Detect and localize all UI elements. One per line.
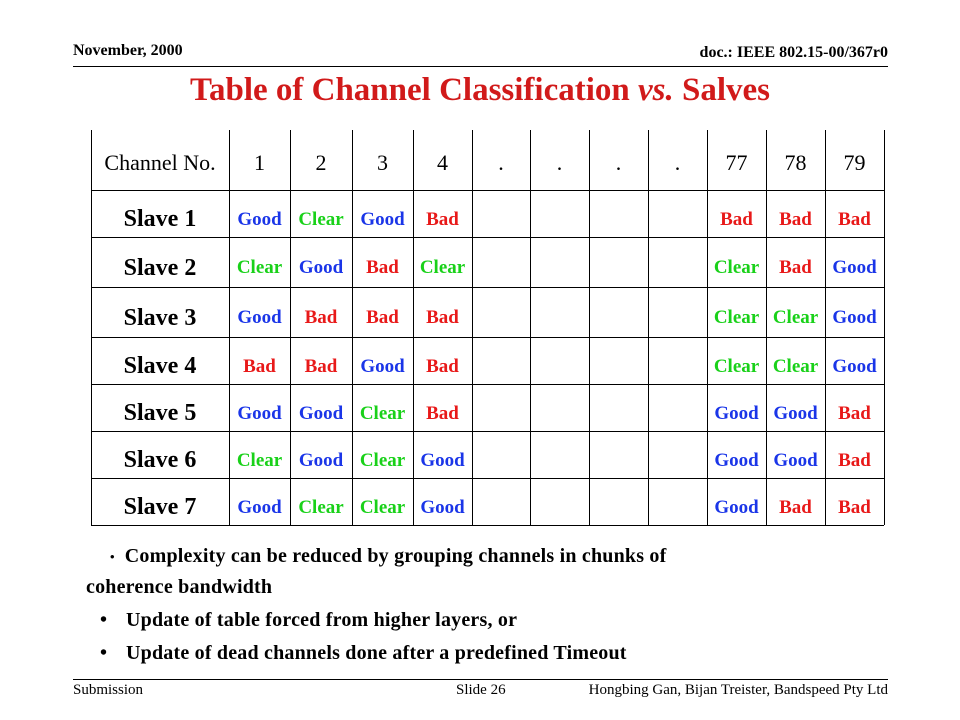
table-cell bbox=[648, 392, 707, 435]
table-cell: Clear bbox=[359, 449, 406, 471]
table-cell bbox=[589, 345, 648, 388]
table-header-cell: 77 bbox=[725, 150, 748, 175]
footer-rule bbox=[73, 679, 888, 680]
table-cell: Bad bbox=[304, 307, 338, 328]
table-cell: Good bbox=[420, 449, 465, 471]
table-cell bbox=[472, 486, 530, 529]
table-cell bbox=[530, 486, 589, 529]
table-header-cell: 79 bbox=[843, 150, 866, 175]
table-row-label: Slave 6 bbox=[123, 447, 197, 473]
table-cell: Good bbox=[832, 307, 877, 328]
table-cell: Clear bbox=[236, 449, 283, 471]
bullet-dot-icon: • bbox=[110, 549, 115, 565]
header-date: November, 2000 bbox=[73, 42, 183, 59]
table-cell: Good bbox=[714, 496, 759, 518]
table-cell: Bad bbox=[779, 257, 812, 278]
table-cell bbox=[530, 198, 589, 241]
table-cell bbox=[472, 245, 530, 291]
footer-submission: Submission bbox=[73, 682, 144, 698]
table-cell bbox=[530, 295, 589, 341]
table-cell: Bad bbox=[426, 208, 459, 230]
table-cell: Clear bbox=[359, 496, 406, 518]
table-cell: Bad bbox=[779, 208, 812, 230]
table-cell: Bad bbox=[426, 355, 459, 377]
table-cell: Bad bbox=[838, 449, 871, 471]
table-cell: Clear bbox=[772, 355, 819, 377]
table-cell bbox=[648, 439, 707, 482]
table-cell bbox=[648, 345, 707, 388]
bullet-dot-icon: • bbox=[100, 609, 108, 631]
table-cell: Bad bbox=[779, 496, 812, 518]
table-cell bbox=[589, 392, 648, 435]
bullet-1-text: Complexity can be reduced by grouping channels in chunks of bbox=[124, 545, 667, 567]
table-cell bbox=[472, 198, 530, 241]
table-cell bbox=[648, 295, 707, 341]
table-cell bbox=[530, 245, 589, 291]
table-cell bbox=[589, 486, 648, 529]
table-cell: Good bbox=[298, 402, 344, 424]
table-cell: Bad bbox=[243, 355, 276, 377]
table-cell bbox=[648, 198, 707, 241]
table-cell bbox=[472, 392, 530, 435]
table-cell: Bad bbox=[838, 208, 871, 230]
table-cell bbox=[589, 245, 648, 291]
table-cell: Clear bbox=[713, 355, 760, 377]
footer-slide-number: Slide 26 bbox=[456, 682, 506, 698]
table-cell bbox=[530, 392, 589, 435]
bullet-3-text: Update of dead channels done after a predefined Timeout bbox=[126, 642, 627, 664]
table-cell: Good bbox=[832, 355, 877, 377]
table-header-cell: 1 bbox=[254, 150, 265, 175]
table-cell: Good bbox=[237, 402, 282, 424]
bullet-dot-icon: • bbox=[100, 642, 108, 664]
table-row-label: Slave 2 bbox=[123, 254, 197, 281]
table-cell: Good bbox=[237, 496, 282, 518]
table-cell: Good bbox=[298, 449, 344, 471]
table-row-label: Slave 7 bbox=[123, 494, 197, 520]
table-header-cell: 78 bbox=[784, 150, 807, 175]
table-header-cell: 3 bbox=[377, 150, 388, 175]
table-cell: Bad bbox=[366, 307, 399, 328]
table-row-label: Slave 5 bbox=[123, 400, 197, 426]
bullet-1 bbox=[100, 545, 666, 568]
table-cell bbox=[589, 439, 648, 482]
table-cell bbox=[472, 439, 530, 482]
table-cell: Good bbox=[360, 208, 405, 230]
table-cell bbox=[530, 345, 589, 388]
table-cell: Good bbox=[832, 257, 877, 278]
table-cell bbox=[472, 345, 530, 388]
table-header-cell: . bbox=[674, 150, 681, 175]
table-cell: Good bbox=[714, 402, 759, 424]
table-row-label: Slave 1 bbox=[123, 206, 197, 232]
table-cell bbox=[589, 198, 648, 241]
table-row-label: Slave 4 bbox=[123, 353, 197, 379]
table-cell: Clear bbox=[713, 257, 760, 278]
bullet-3 bbox=[100, 642, 627, 665]
table-cell: Clear bbox=[772, 307, 819, 328]
table-header-cell: . bbox=[615, 150, 622, 175]
bullet-2-text: Update of table forced from higher layers, or bbox=[126, 609, 518, 631]
table-cell: Bad bbox=[720, 208, 753, 230]
table-cell: Good bbox=[360, 355, 405, 377]
table-header-label: Channel No. bbox=[104, 150, 216, 175]
table-cell: Bad bbox=[304, 355, 338, 377]
title-tail: Salves bbox=[682, 72, 771, 108]
table-column-line bbox=[884, 130, 885, 525]
table-cell: Good bbox=[420, 496, 465, 518]
table-cell: Good bbox=[714, 449, 759, 471]
table-header-cell: 4 bbox=[437, 150, 448, 175]
table-cell: Clear bbox=[298, 208, 344, 230]
bullet-2 bbox=[100, 609, 517, 632]
table-cell: Clear bbox=[236, 257, 283, 278]
table-cell: Bad bbox=[366, 257, 399, 278]
footer-authors: Hongbing Gan, Bijan Treister, Bandspeed Pty Ltd bbox=[588, 682, 888, 698]
table-cell: Clear bbox=[298, 496, 344, 518]
table-cell: Good bbox=[237, 307, 282, 328]
table-header-cell: . bbox=[498, 150, 504, 175]
table-cell: Bad bbox=[838, 496, 871, 518]
table-cell: Good bbox=[773, 449, 818, 471]
table-cell: Bad bbox=[426, 307, 459, 328]
header-doc-id: doc.: IEEE 802.15-00/367r0 bbox=[699, 44, 888, 61]
table-cell bbox=[530, 439, 589, 482]
title-italic: vs. bbox=[638, 72, 674, 108]
table-cell: Clear bbox=[713, 307, 760, 328]
bullet-1-continued: coherence bandwidth bbox=[86, 576, 273, 598]
table-cell: Good bbox=[773, 402, 818, 424]
table-cell bbox=[472, 295, 530, 341]
table-cell: Bad bbox=[426, 402, 459, 424]
table-header-cell: . bbox=[556, 150, 563, 175]
table-header-cell: 2 bbox=[315, 150, 327, 175]
table-row-label: Slave 3 bbox=[123, 304, 197, 331]
table-cell: Clear bbox=[359, 402, 406, 424]
table-row-line bbox=[91, 190, 884, 191]
title-main: Table of Channel Classification bbox=[189, 72, 630, 108]
table-cell: Good bbox=[237, 208, 282, 230]
table-cell: Good bbox=[298, 257, 344, 278]
table-cell: Bad bbox=[838, 402, 871, 424]
table-cell: Clear bbox=[419, 257, 466, 278]
table-cell bbox=[589, 295, 648, 341]
table-cell bbox=[648, 486, 707, 529]
table-cell bbox=[648, 245, 707, 291]
